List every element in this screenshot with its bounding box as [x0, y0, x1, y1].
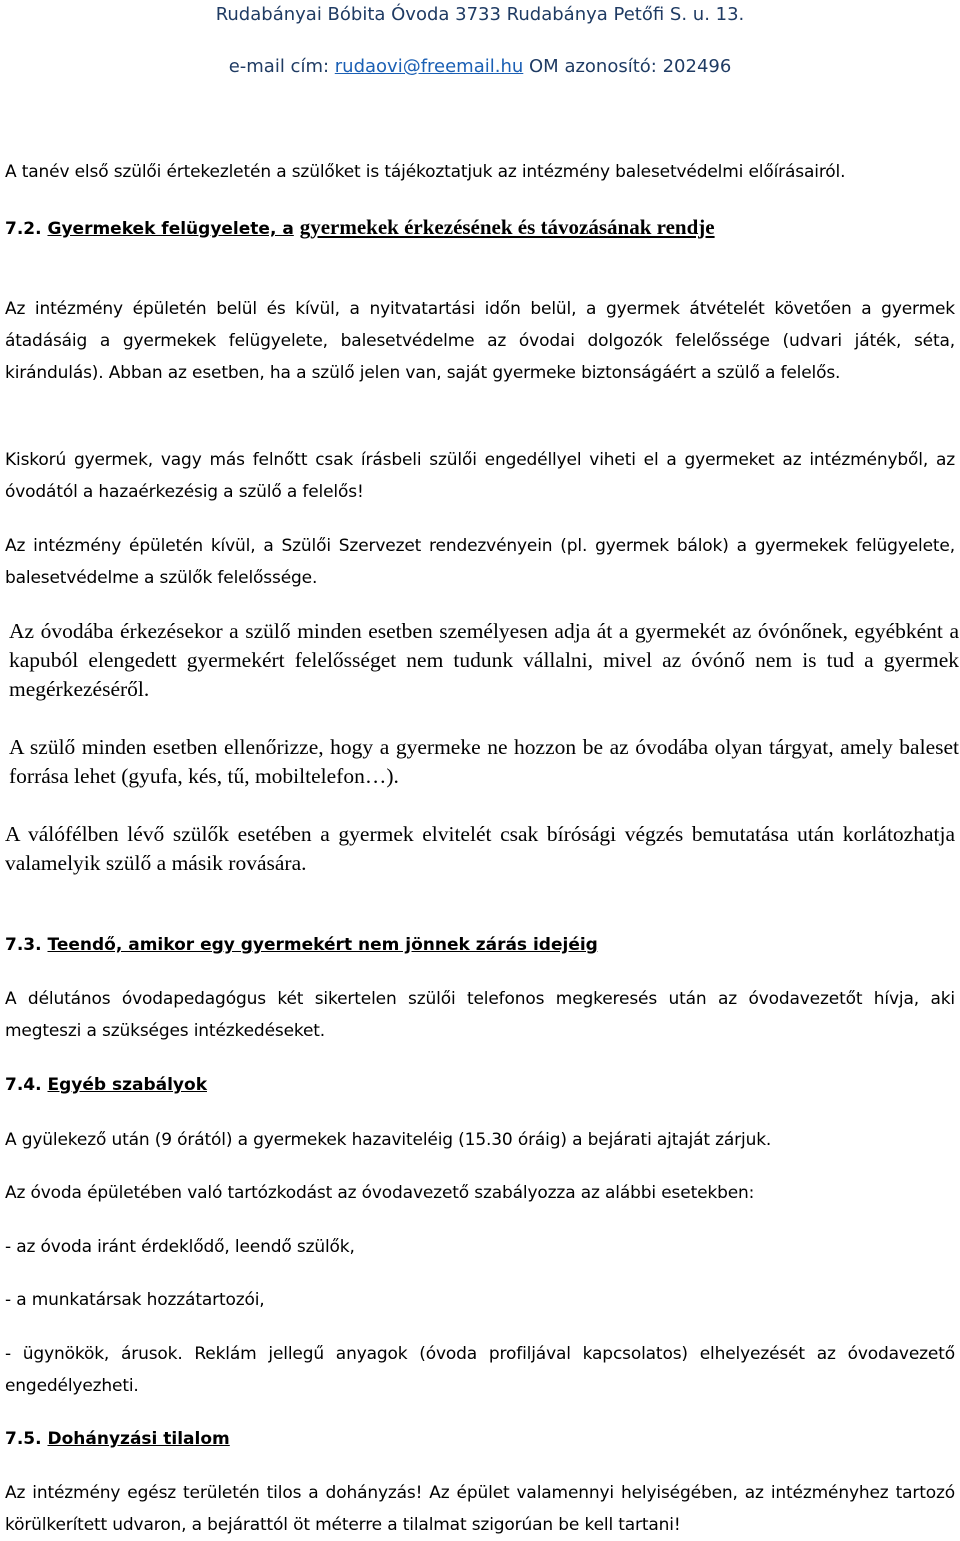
section-7-2-paragraph-2: Kiskorú gyermek, vagy más felnőtt csak írásbeli szülői engedéllyel viheti el a gyermeket az intézményből, az óvodától a hazaérkezésig a szülő a felelős!	[5, 450, 955, 502]
section-7-2-paragraph-5: A szülő minden esetben ellenőrizze, hogy a gyermeke ne hozzon be az óvodába olyan tárgyat, amely baleset forrása lehet (gyufa, kés, tű, mobiltelefon…).	[9, 735, 959, 788]
section-7-3-paragraph-1: A délutános óvodapedagógus két sikertelen szülői telefonos megkeresés után az óvodavezetőt hívja, aki megteszi a szükséges intézkedéseket.	[5, 989, 955, 1041]
intro-paragraph: A tanév első szülői értekezletén a szülőket is tájékoztatjuk az intézmény balesetvédelmi előírásairól.	[5, 162, 846, 182]
section-7-4-number: 7.4.	[5, 1075, 42, 1095]
section-7-5-number: 7.5.	[5, 1429, 42, 1449]
section-7-3-number: 7.3.	[5, 935, 42, 955]
section-7-4-title: Egyéb szabályok	[47, 1075, 207, 1095]
section-7-2-title-part1: Gyermekek felügyelete, a	[47, 219, 294, 239]
section-7-2-title-part2: gyermekek érkezésének és távozásának rendje	[299, 215, 715, 239]
section-7-2-paragraph-6: A válófélben lévő szülők esetében a gyermek elvitelét csak bírósági végzés bemutatása után korlátozhatja valamelyik szülő a másik rovására.	[5, 822, 955, 875]
section-7-2-number: 7.2.	[5, 219, 42, 239]
section-7-3-heading	[5, 932, 955, 958]
section-7-2-paragraph-1: Az intézmény épületén belül és kívül, a nyitvatartási időn belül, a gyermek átvételét követően a gyermek átadásáig a gyermekek felügyelete, balesetvédelme az óvodai dolgozók felelőssége (udvari játék, séta, kirándulás). Abban az esetben, ha a szülő jelen van, saját gyermeke biztonságáért a szülő a felelős.	[5, 299, 955, 383]
section-7-2-paragraph-4: Az óvodába érkezésekor a szülő minden esetben személyesen adja át a gyermekét az óvónőnek, egyébként a kapuból elengedett gyermekért felelősséget nem tudunk vállalni, mivel az óvónő nem is tud a gyermek megérkezéséről.	[9, 619, 959, 701]
contact-line	[0, 56, 960, 78]
section-7-2-heading	[5, 214, 955, 242]
list-item-prospective-parents: - az óvoda iránt érdeklődő, leendő szülők,	[5, 1237, 355, 1257]
section-7-5-heading	[5, 1426, 955, 1452]
section-7-5-paragraph-1: Az intézmény egész területén tilos a dohányzás! Az épület valamennyi helyiségében, az intézményhez tartozó körülkerített udvaron, a bejárattól öt méterre a tilalmat szigorúan be kell tartani!	[5, 1483, 955, 1535]
om-identifier: OM azonosító: 202496	[523, 56, 732, 77]
section-7-2-paragraph-3: Az intézmény épületén kívül, a Szülői Szervezet rendezvényein (pl. gyermek bálok) a gyermekek felügyelete, balesetvédelme a szülők felelőssége.	[5, 536, 955, 588]
section-7-4-paragraph-2: Az óvoda épületében való tartózkodást az óvodavezető szabályozza az alábbi esetekben:	[5, 1183, 755, 1203]
institution-address: Rudabányai Bóbita Óvoda 3733 Rudabánya Petőfi S. u. 13.	[215, 4, 745, 25]
email-label: e-mail cím:	[228, 56, 335, 77]
section-7-5-title: Dohányzási tilalom	[47, 1429, 230, 1449]
list-item-agents-vendors: - ügynökök, árusok. Reklám jellegű anyagok (óvoda profiljával kapcsolatos) elhelyezését az óvodavezető engedélyezheti.	[5, 1344, 955, 1396]
section-7-4-heading	[5, 1072, 955, 1098]
list-item-staff-relatives: - a munkatársak hozzátartozói,	[5, 1290, 265, 1310]
email-link[interactable]: rudaovi@freemail.hu	[334, 56, 524, 77]
section-7-3-title: Teendő, amikor egy gyermekért nem jönnek zárás idejéig	[47, 935, 598, 955]
section-7-4-paragraph-1: A gyülekező után (9 órától) a gyermekek hazaviteléig (15.30 óráig) a bejárati ajtaját zárjuk.	[5, 1130, 772, 1150]
